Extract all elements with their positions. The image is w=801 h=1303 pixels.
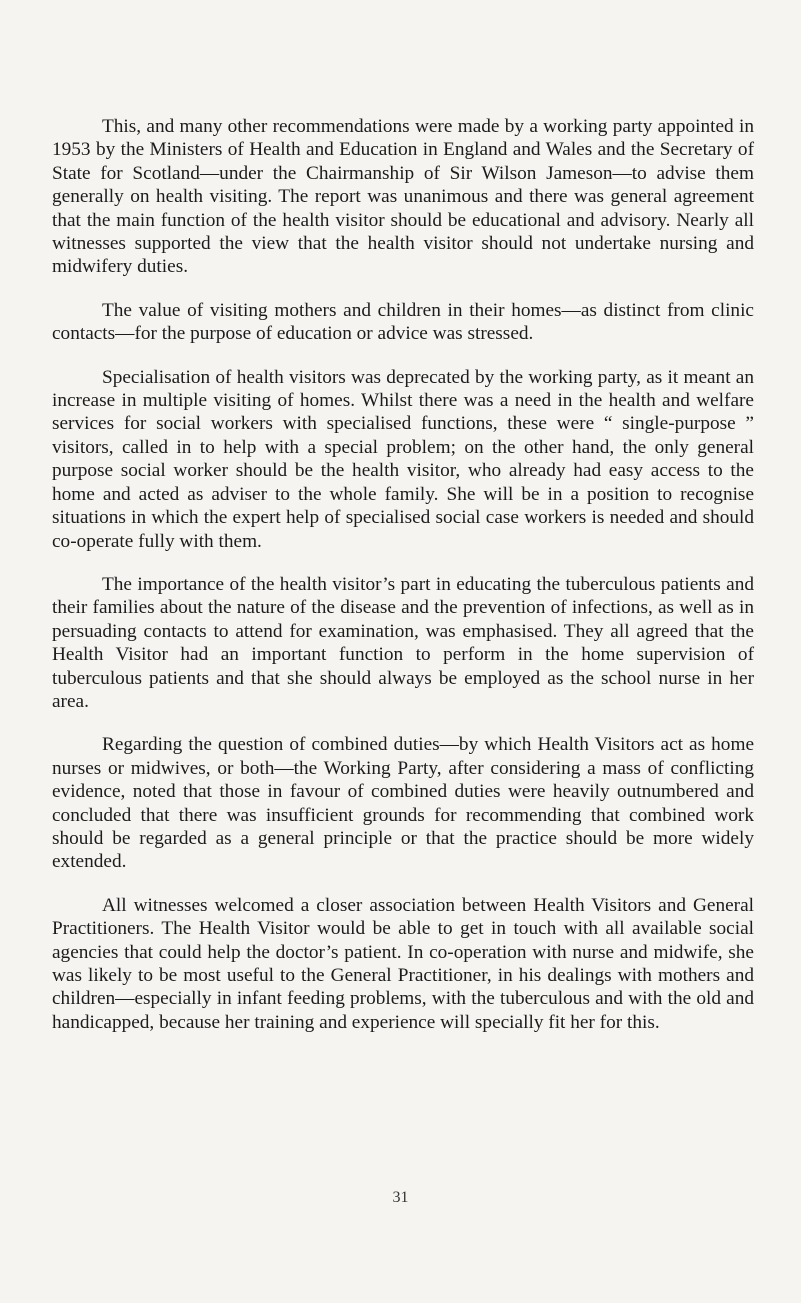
paragraph-general-practitioners: All witnesses welcomed a closer association between Health Visitors and General Practitioners. The Health Visitor would be able to get in touch with all available social agencies that could help the doctor’s patient. In co-operation with nurse and midwife, she was likely to be most useful to the General Practitioner, in his dealings with mothers and children—especially in infant feeding problems, with the tuberculous and with the old and handicapped, because her training and experience will specially fit her for this. xyxy=(52,894,754,1033)
paragraph-specialisation: Specialisation of health visitors was deprecated by the working party, as it meant an increase in multiple visiting of homes. Whilst there was a need in the health and welfare services for social workers with specialised functions, these were “ single-purpose ” visitors, called in to help with a special problem; on the other hand, the only general purpose social worker should be the health visitor, who already had easy access to the home and acted as adviser to the whole family. She will be in a position to recognise situations in which the expert help of specialised social case workers is needed and should co-operate fully with them. xyxy=(52,366,754,552)
paragraph-visiting-homes: The value of visiting mothers and children in their homes—as distinct from clinic contacts—for the purpose of education or advice was stressed. xyxy=(52,299,754,345)
paragraph-combined-duties: Regarding the question of combined duties—by which Health Visitors act as home nurses or midwives, or both—the Working Party, after considering a mass of conflicting evidence, noted that those in favour of combined duties were heavily outnumbered and concluded that there was insufficient grounds for recommending that combined work should be regarded as a general principle or that the practice should be more widely extended. xyxy=(52,734,754,873)
page-number: 31 xyxy=(392,1189,409,1206)
document-page xyxy=(52,115,754,1034)
paragraph-tuberculosis: The importance of the health visitor’s part in educating the tuberculous patients and their families about the nature of the disease and the prevention of infections, as well as in persuading contacts to attend for examination, was emphasised. They all agreed that the Health Visitor had an important function to perform in the home supervision of tuberculous patients and that she should always be employed as the school nurse in her area. xyxy=(52,573,754,712)
paragraph-working-party: This, and many other recommendations were made by a working party appointed in 1953 by the Ministers of Health and Education in England and Wales and the Secretary of State for Scotland—under the Chairmanship of Sir Wilson Jameson—to advise them generally on health visiting. The report was unanimous and there was general agreement that the main function of the health visitor should be educational and advisory. Nearly all witnesses supported the view that the health visitor should not undertake nursing and midwifery duties. xyxy=(52,116,754,278)
